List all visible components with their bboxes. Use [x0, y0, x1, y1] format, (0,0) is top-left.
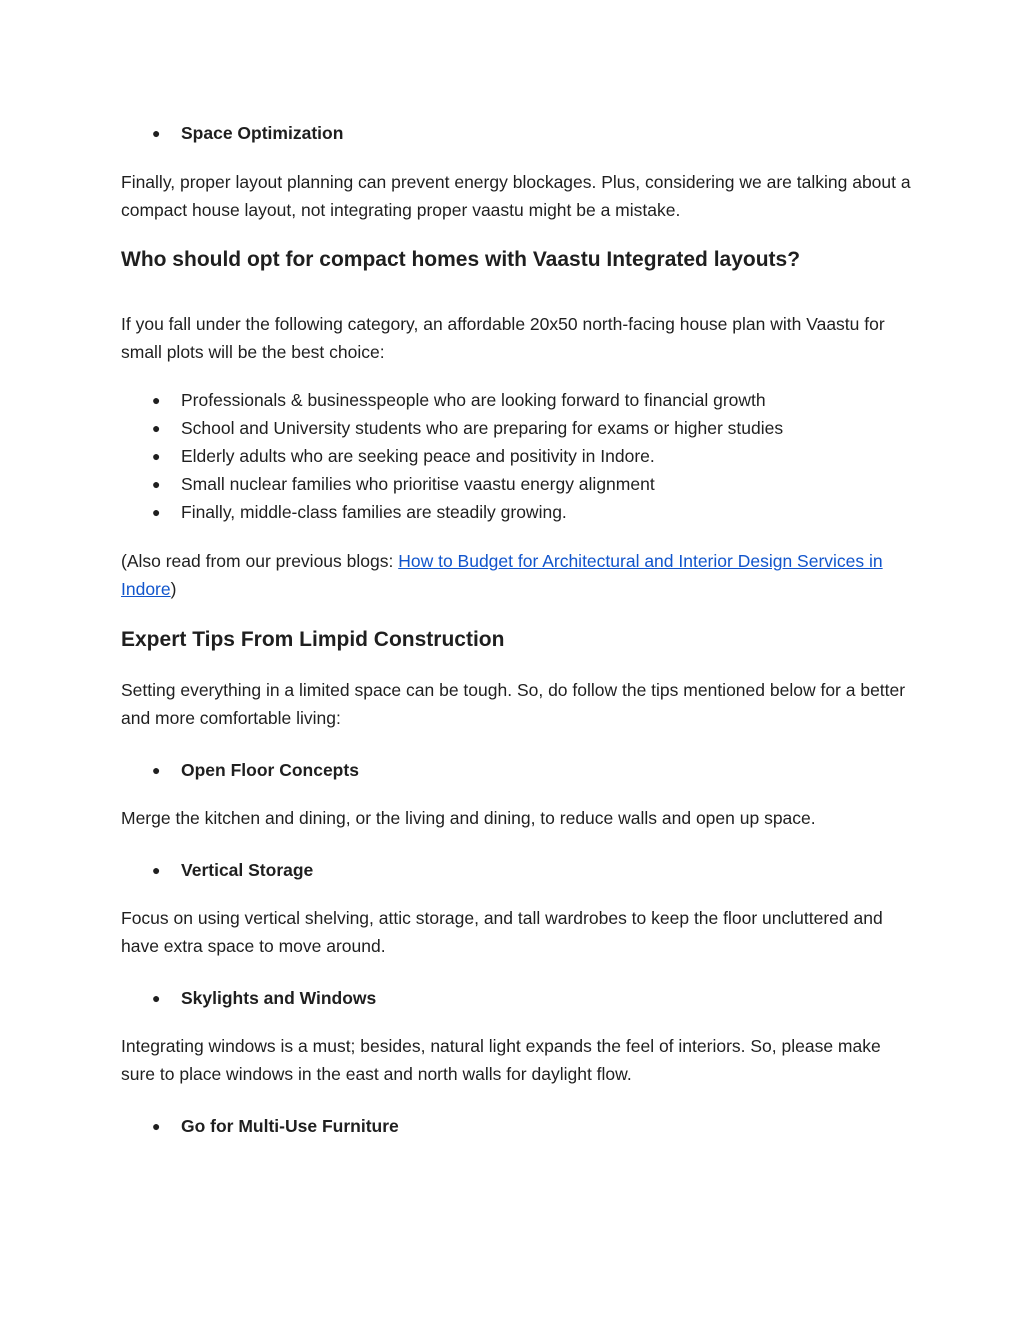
list-item: [121, 498, 911, 526]
bullet-icon: ●: [152, 420, 161, 436]
list-item-text: Professionals & businesspeople who are looking forward to financial growth: [181, 390, 766, 410]
list-item-text: School and University students who are preparing for exams or higher studies: [181, 418, 784, 438]
bullet-heading-space-optimization: [121, 119, 911, 147]
bullet-icon: ●: [152, 762, 161, 778]
bullet-heading-vertical-storage: [121, 856, 911, 884]
bullet-heading-text: Skylights and Windows: [181, 988, 377, 1008]
bullet-icon: ●: [152, 448, 161, 464]
paragraph-space-optimization: Finally, proper layout planning can prevent energy blockages. Plus, considering we are talking about a compact house layout, not integrating proper vaastu might be a mistake.: [121, 172, 911, 220]
bullet-icon: ●: [152, 1118, 161, 1134]
bullet-icon: ●: [152, 990, 161, 1006]
paragraph-also-read: [121, 547, 911, 603]
list-item-text: Elderly adults who are seeking peace and positivity in Indore.: [181, 446, 655, 466]
list-item-text: Finally, middle-class families are steadily growing.: [181, 502, 567, 522]
bullet-heading-text: Vertical Storage: [181, 860, 314, 880]
list-item: [121, 442, 911, 470]
list-item: [121, 386, 911, 414]
section-heading-expert-tips: Expert Tips From Limpid Construction: [121, 628, 505, 651]
bullet-icon: ●: [152, 476, 161, 492]
also-read-suffix: ): [170, 579, 177, 599]
list-item: [121, 470, 911, 498]
paragraph-vertical-storage: Focus on using vertical shelving, attic storage, and tall wardrobes to keep the floor uncluttered and have extra space to move around.: [121, 908, 883, 956]
bullet-heading-text: Space Optimization: [181, 123, 344, 143]
also-read-prefix: (Also read from our previous blogs:: [121, 551, 399, 571]
blog-link[interactable]: How to Budget for Architectural and Interior Design Services in Indore: [121, 551, 883, 599]
bullet-icon: ●: [152, 392, 161, 408]
paragraph-open-floor: Merge the kitchen and dining, or the living and dining, to reduce walls and open up space.: [121, 808, 816, 828]
bullet-heading-open-floor: [121, 756, 911, 784]
paragraph-who-should-opt-intro: If you fall under the following category, an affordable 20x50 north-facing house plan with Vaastu for small plots will be the best choice:: [121, 314, 885, 362]
paragraph-expert-tips-intro: Setting everything in a limited space can be tough. So, do follow the tips mentioned below for a better and more comfortable living:: [121, 680, 906, 728]
list-item: [121, 414, 911, 442]
bullet-heading-text: Open Floor Concepts: [181, 760, 359, 780]
paragraph-skylights: Integrating windows is a must; besides, natural light expands the feel of interiors. So, please make sure to place windows in the east and north walls for daylight flow.: [121, 1036, 881, 1084]
list-item-text: Small nuclear families who prioritise vaastu energy alignment: [181, 474, 655, 494]
bullet-heading-skylights: [121, 984, 911, 1012]
bullet-icon: ●: [152, 125, 161, 141]
bullet-icon: ●: [152, 862, 161, 878]
bullet-heading-multi-use-furniture: [121, 1112, 911, 1140]
bullet-icon: ●: [152, 504, 161, 520]
section-heading-who-should-opt: Who should opt for compact homes with Vaastu Integrated layouts?: [121, 248, 801, 271]
bullet-heading-text: Go for Multi-Use Furniture: [181, 1116, 399, 1136]
